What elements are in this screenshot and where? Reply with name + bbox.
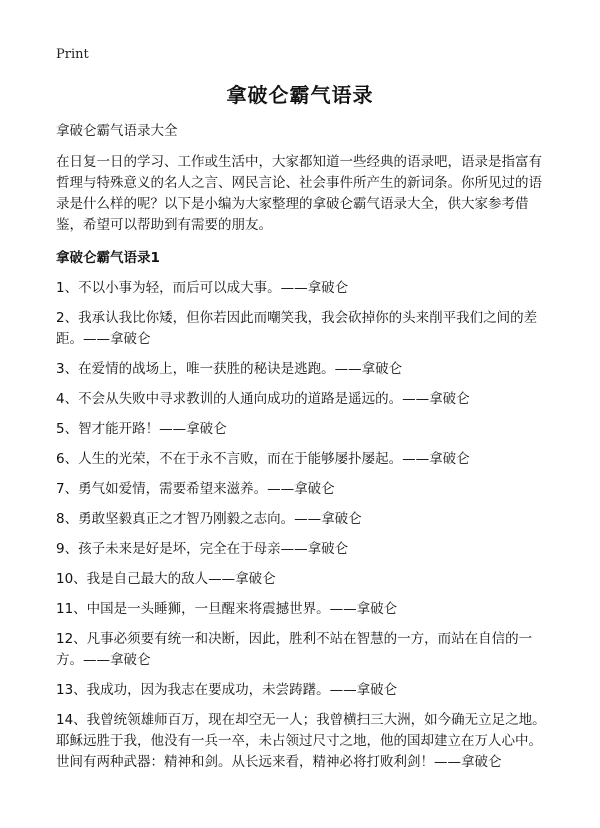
quote-item: 10、我是自己最大的敌人——拿破仑 <box>56 571 276 587</box>
quote-item: 1、不以小事为轻，而后可以成大事。——拿破仑 <box>56 280 349 296</box>
quote-item: 13、我成功，因为我志在要成功，未尝踌躇。——拿破仑 <box>56 682 398 698</box>
quote-item: 6、人生的光荣，不在于永不言败，而在于能够屡扑屡起。——拿破仑 <box>56 451 470 467</box>
quote-item: 12、凡事必须要有统一和决断，因此，胜利不站在智慧的一方，而站在自信的一方。——拿破仑 <box>56 631 533 668</box>
quote-item: 5、智才能开路！——拿破仑 <box>56 421 227 437</box>
quote-item: 9、孩子未来是好是坏，完全在于母亲——拿破仑 <box>56 541 349 557</box>
quote-item: 2、我承认我比你矮，但你若因此而嘲笑我，我会砍掉你的头来削平我们之间的差距。——拿破仑 <box>56 310 538 347</box>
quote-item: 3、在爱情的战场上，唯一获胜的秘诀是逃跑。——拿破仑 <box>56 361 403 377</box>
page-title: 拿破仑霸气语录 <box>226 83 374 107</box>
quote-item: 8、勇敢坚毅真正之才智乃刚毅之志向。——拿破仑 <box>56 511 362 527</box>
print-link[interactable]: Print <box>56 47 89 62</box>
quote-item: 4、不会从失败中寻求教训的人通向成功的道路是遥远的。——拿破仑 <box>56 391 470 407</box>
quote-item: 7、勇气如爱情，需要希望来滋养。——拿破仑 <box>56 481 335 497</box>
section-heading: 拿破仑霸气语录1 <box>56 250 160 266</box>
quote-item: 11、中国是一头睡狮，一旦醒来将震撼世界。——拿破仑 <box>56 601 398 617</box>
intro-paragraph: 在日复一日的学习、工作或生活中，大家都知道一些经典的语录吧，语录是指富有哲理与特殊意义的名人之言、网民言论、社会事件所产生的新词条。你所见过的语录是什么样的呢？以下是小编为大家整理的拿破仑霸气语录大全，供大家参考借鉴，希望可以帮助到有需要的朋友。 <box>56 154 542 233</box>
subtitle: 拿破仑霸气语录大全 <box>56 123 178 139</box>
quote-item: 14、我曾统领雄师百万，现在却空无一人；我曾横扫三大洲，如今确无立足之地。耶稣远胜于我，他没有一兵一卒，未占领过尺寸之地，他的国却建立在万人心中。世间有两种武器：精神和剑。从长远来看，精神必将打败利剑！——拿破仑 <box>56 712 546 770</box>
article-content <box>56 121 546 782</box>
